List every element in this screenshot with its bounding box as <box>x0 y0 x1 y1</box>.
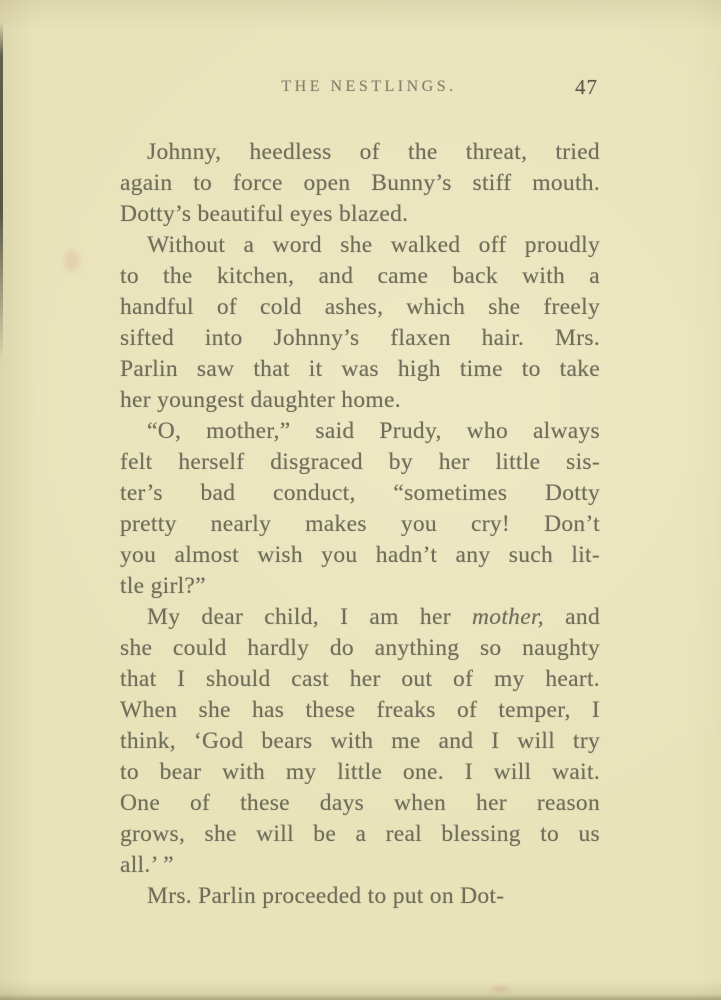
text-line: again to force open Bunny’s stiff mouth. <box>120 170 600 196</box>
text-line: Mrs. Parlin proceeded to put on Dot- <box>147 883 505 909</box>
text-line: sifted into Johnny’s flaxen hair. Mrs. <box>120 325 600 351</box>
text-line: felt herself disgraced by her little sis- <box>120 449 600 475</box>
scan-edge-bottom <box>0 994 721 1000</box>
text-line: Without a word she walked off proudly <box>147 232 600 258</box>
text-line: Johnny, heedless of the threat, tried <box>147 139 600 165</box>
paragraph <box>120 602 600 881</box>
paragraph <box>120 881 600 912</box>
paragraph <box>120 416 600 602</box>
running-title: THE NESTLINGS. <box>281 78 457 95</box>
text-line: to bear with my little one. I will wait. <box>120 759 600 785</box>
text-line: you almost wish you hadn’t any such lit- <box>120 542 600 568</box>
text-line: One of these days when her reason <box>120 790 600 816</box>
text-line: handful of cold ashes, which she freely <box>120 294 600 320</box>
page-header <box>120 75 600 100</box>
text-line: pretty nearly makes you cry! Don’t <box>120 511 600 537</box>
text-line: When she has these freaks of temper, I <box>120 697 600 723</box>
text-line: My dear child, I am her mother, and <box>147 604 601 630</box>
text-line: grows, she will be a real blessing to us <box>120 821 600 847</box>
paper-stain <box>492 986 510 992</box>
text-line: her youngest daughter home. <box>120 387 401 413</box>
text-line: to the kitchen, and came back with a <box>120 263 600 289</box>
text-line: Parlin saw that it was high time to take <box>120 356 600 382</box>
paragraph <box>120 137 600 230</box>
page-text <box>120 137 600 912</box>
page-number: 47 <box>575 75 598 99</box>
text-line: “O, mother,” said Prudy, who always <box>147 418 600 444</box>
text-line: she could hardly do anything so naughty <box>120 635 600 661</box>
text-line: Dotty’s beautiful eyes blazed. <box>120 201 409 227</box>
scan-edge-left <box>0 22 3 362</box>
paper-stain <box>64 250 80 272</box>
paragraph <box>120 230 600 416</box>
text-line: all.’ ” <box>120 852 174 878</box>
text-line: think, ‘God bears with me and I will try <box>120 728 600 754</box>
text-block <box>120 75 601 912</box>
text-line: tle girl?” <box>120 573 206 599</box>
text-line: ter’s bad conduct, “sometimes Dotty <box>120 480 600 506</box>
text-line: that I should cast her out of my heart. <box>120 666 600 692</box>
